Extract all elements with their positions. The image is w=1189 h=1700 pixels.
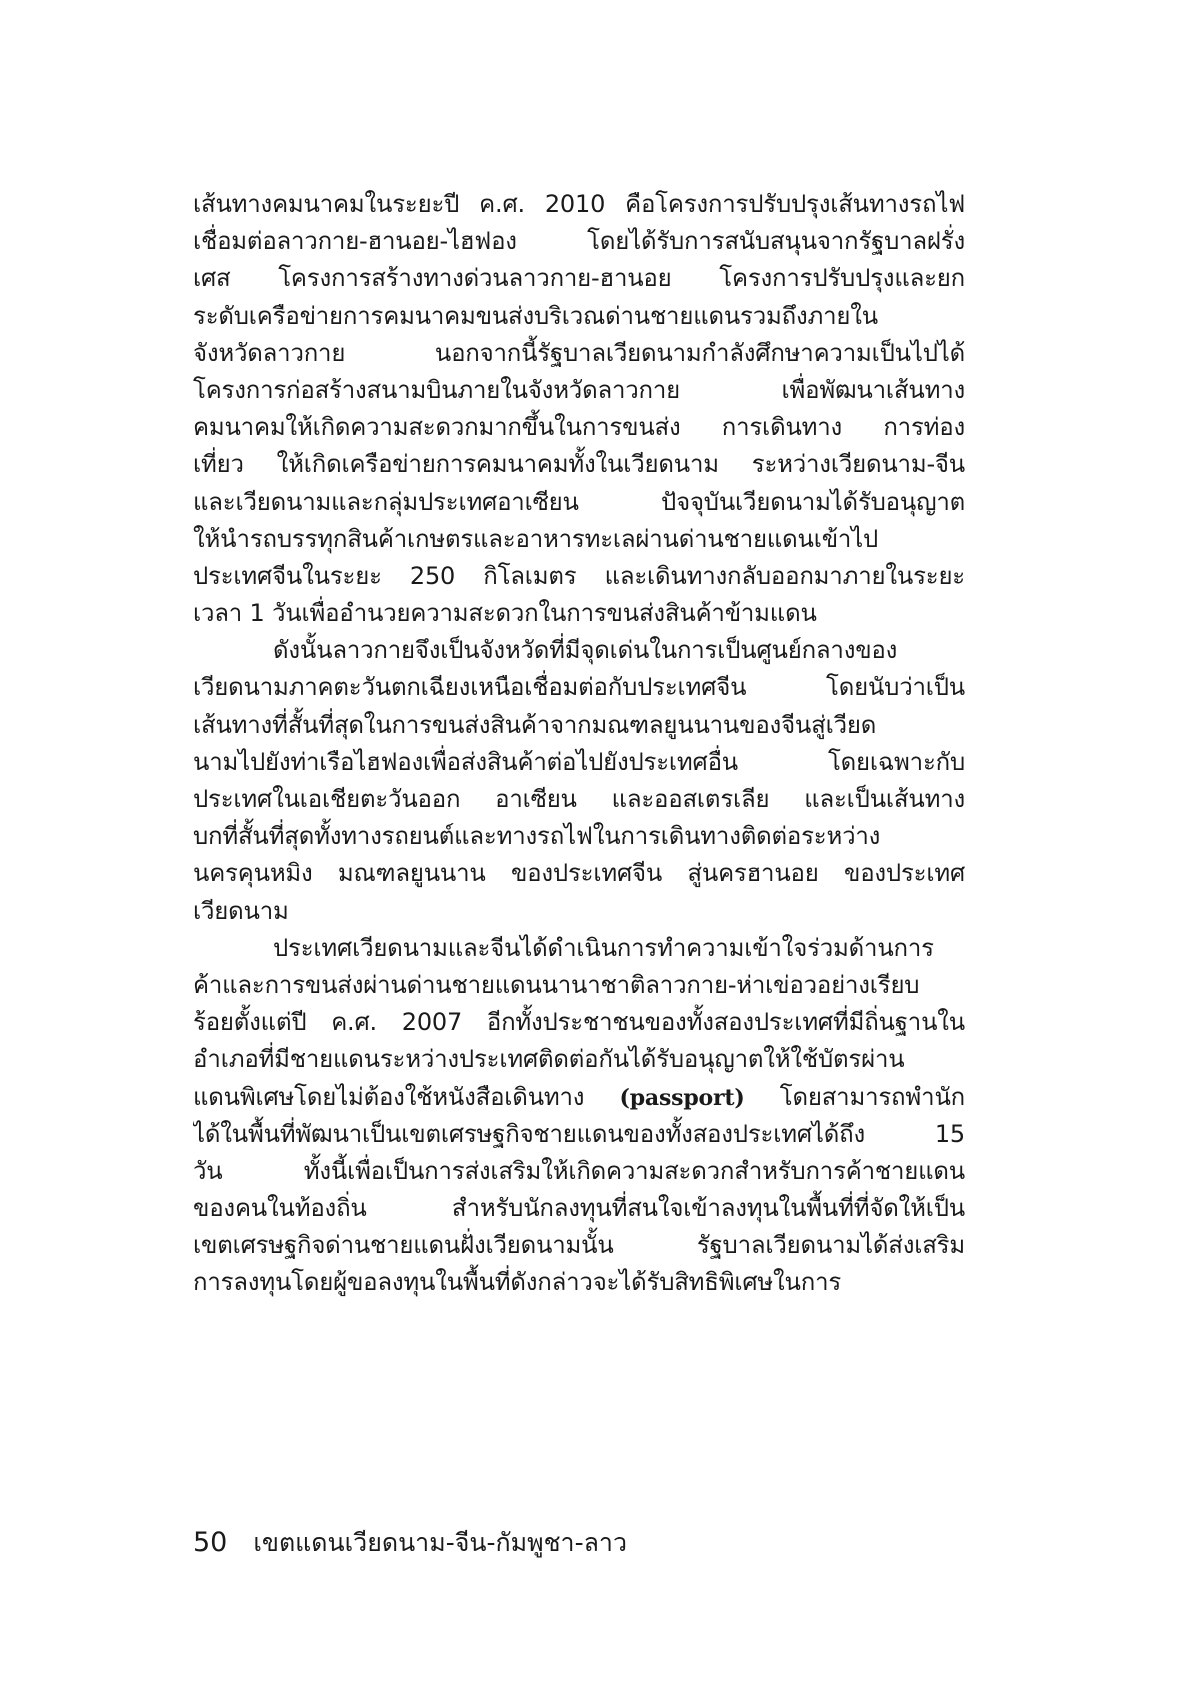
inline-english-term: (passport): [619, 1084, 745, 1111]
text-line: เวียดนามภาคตะวันตกเฉียงเหนือเชื่อมต่อกับประเทศจีน โดยนับว่าเป็น: [193, 673, 965, 702]
text-line: เวียดนาม: [193, 896, 289, 925]
text-line: วัน ทั้งนี้เพื่อเป็นการส่งเสริมให้เกิดความสะดวกสำหรับการค้าชายแดน: [193, 1156, 965, 1185]
text-line: โครงการก่อสร้างสนามบินภายในจังหวัดลาวกาย เพื่อพัฒนาเส้นทาง: [193, 375, 965, 404]
text-line: เส้นทางคมนาคมในระยะปี ค.ศ. 2010 คือโครงการปรับปรุงเส้นทางรถไฟ: [193, 190, 965, 218]
text-line: อำเภอที่มีชายแดนระหว่างประเทศติดต่อกันได้รับอนุญาตให้ใช้บัตรผ่าน: [193, 1045, 905, 1074]
page-footer: [193, 1525, 627, 1561]
text-line: คมนาคมให้เกิดความสะดวกมากขึ้นในการขนส่ง การเดินทาง การท่อง: [193, 413, 965, 442]
text-line: จังหวัดลาวกาย นอกจากนี้รัฐบาลเวียดนามกำลังศึกษาความเป็นไปได้: [193, 338, 965, 367]
paragraph-2: [193, 632, 965, 930]
page-number: 50: [193, 1527, 228, 1558]
text-line: เส้นทางที่สั้นที่สุดในการขนส่งสินค้าจากมณฑลยูนนานของจีนสู่เวียด: [193, 710, 877, 739]
body-text: [193, 186, 965, 1302]
text-line: การลงทุนโดยผู้ขอลงทุนในพื้นที่ดังกล่าวจะได้รับสิทธิพิเศษในการ: [193, 1268, 842, 1297]
paragraph-1: [193, 186, 965, 632]
text-line: ประเทศเวียดนามและจีนได้ดำเนินการทำความเข้าใจร่วมด้านการ: [273, 933, 934, 962]
text-line: เวลา 1 วันเพื่ออำนวยความสะดวกในการขนส่งสินค้าข้ามแดน: [193, 599, 817, 628]
text-line: เชื่อมต่อลาวกาย-ฮานอย-ไฮฟอง โดยได้รับการสนับสนุนจากรัฐบาลฝรั่ง: [193, 227, 965, 256]
text-line: เที่ยว ให้เกิดเครือข่ายการคมนาคมทั้งในเวียดนาม ระหว่างเวียดนาม-จีน: [193, 450, 965, 479]
text-line: ของคนในท้องถิ่น สำหรับนักลงทุนที่สนใจเข้าลงทุนในพื้นที่ที่จัดให้เป็น: [193, 1194, 965, 1223]
text-line: นครคุนหมิง มณฑลยูนนาน ของประเทศจีน สู่นครฮานอย ของประเทศ: [193, 859, 965, 888]
text-line: ได้ในพื้นที่พัฒนาเป็นเขตเศรษฐกิจชายแดนของทั้งสองประเทศได้ถึง 15: [193, 1119, 965, 1148]
text-line: เขตเศรษฐกิจด่านชายแดนฝั่งเวียดนามนั้น รัฐบาลเวียดนามได้ส่งเสริม: [193, 1231, 965, 1260]
running-title: เขตแดนเวียดนาม-จีน-กัมพูชา-ลาว: [253, 1528, 627, 1557]
text-line: และเวียดนามและกลุ่มประเทศอาเซียน ปัจจุบันเวียดนามได้รับอนุญาต: [193, 487, 965, 516]
text-line: ประเทศในเอเชียตะวันออก อาเซียน และออสเตรเลีย และเป็นเส้นทาง: [193, 785, 965, 813]
text-line: ระดับเครือข่ายการคมนาคมขนส่งบริเวณด่านชายแดนรวมถึงภายใน: [193, 301, 878, 330]
text-line: ร้อยตั้งแต่ปี ค.ศ. 2007 อีกทั้งประชาชนของทั้งสองประเทศที่มีถิ่นฐานใน: [193, 1008, 965, 1037]
text-line: ประเทศจีนในระยะ 250 กิโลเมตร และเดินทางกลับออกมาภายในระยะ: [193, 561, 965, 590]
text-line: แดนพิเศษโดยไม่ต้องใช้หนังสือเดินทาง (passport) โดยสามารถพำนัก: [193, 1082, 965, 1111]
paragraph-3: [193, 930, 965, 1302]
text-line: นามไปยังท่าเรือไฮฟองเพื่อส่งสินค้าต่อไปยังประเทศอื่น โดยเฉพาะกับ: [193, 747, 965, 776]
text-line: บกที่สั้นที่สุดทั้งทางรถยนต์และทางรถไฟในการเดินทางติดต่อระหว่าง: [193, 822, 881, 851]
text-line: ค้าและการขนส่งผ่านด่านชายแดนนานาชาติลาวกาย-ห่าเข่อวอย่างเรียบ: [193, 970, 920, 999]
text-line: เศส โครงการสร้างทางด่วนลาวกาย-ฮานอย โครงการปรับปรุงและยก: [193, 264, 965, 293]
text-line: ดังนั้นลาวกายจึงเป็นจังหวัดที่มีจุดเด่นในการเป็นศูนย์กลางของ: [273, 636, 898, 665]
text-line: ให้นำรถบรรทุกสินค้าเกษตรและอาหารทะเลผ่านด่านชายแดนเข้าไป: [193, 524, 879, 553]
